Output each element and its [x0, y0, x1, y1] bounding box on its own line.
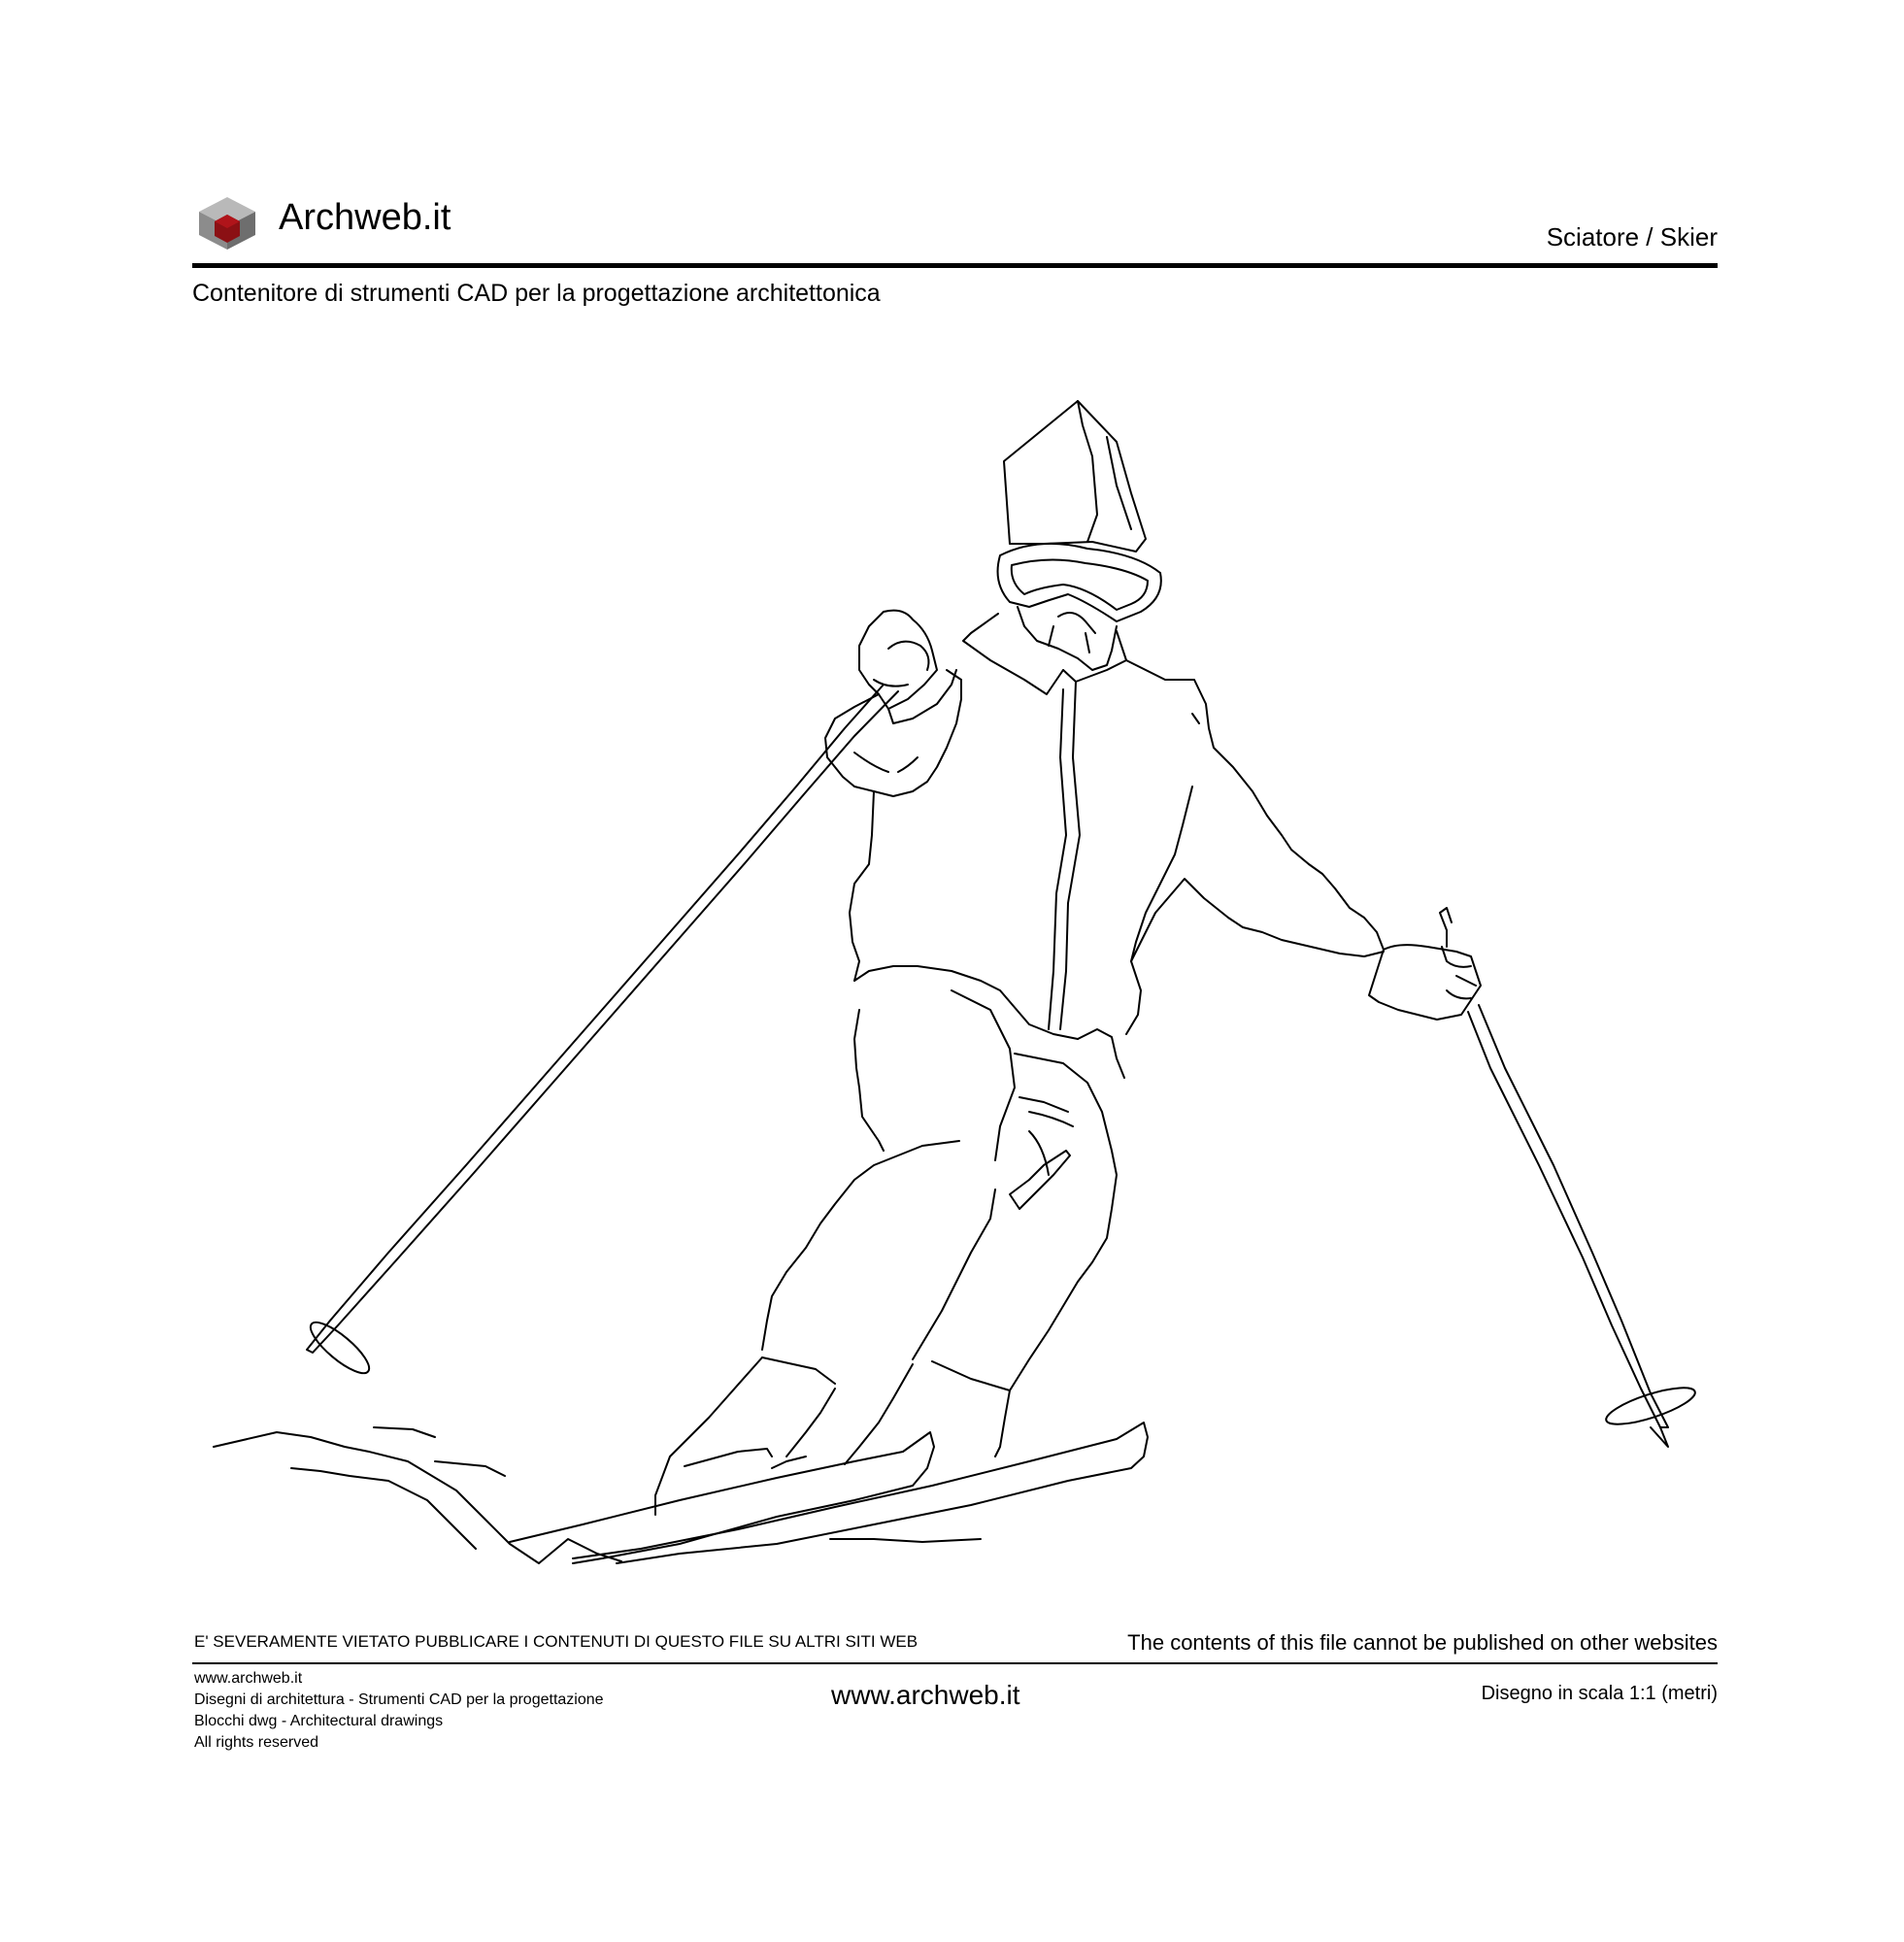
left-pole-basket — [304, 1315, 376, 1380]
right-ski — [573, 1423, 1148, 1563]
left-pole — [307, 685, 898, 1353]
jacket-hem — [854, 966, 1078, 1039]
snow — [214, 1432, 621, 1563]
copyright-warning-it: E' SEVERAMENTE VIETATO PUBBLICARE I CONTENUTI DI QUESTO FILE SU ALTRI SITI WEB — [194, 1632, 919, 1651]
footer-line-description: Disegni di architettura - Strumenti CAD per la progettazione — [194, 1691, 604, 1708]
collar — [963, 614, 1063, 694]
left-boot — [655, 1357, 762, 1515]
goggles — [998, 544, 1161, 621]
footer-line-website: www.archweb.it — [194, 1670, 303, 1687]
copyright-warning-en: The contents of this file cannot be published on other websites — [1127, 1630, 1718, 1655]
footer-divider — [192, 1662, 1718, 1664]
page-title: Sciatore / Skier — [1546, 222, 1718, 251]
footer-url-link[interactable]: www.archweb.it — [831, 1680, 1020, 1710]
right-glove — [1369, 945, 1481, 1020]
left-ski — [510, 1432, 934, 1563]
hat — [1004, 401, 1146, 552]
face — [1018, 607, 1117, 670]
footer-line-blocks: Blocchi dwg - Architectural drawings — [194, 1713, 444, 1729]
right-leg — [1010, 1054, 1117, 1390]
right-arm — [1131, 879, 1384, 961]
left-arm — [825, 670, 961, 796]
footer-line-rights: All rights reserved — [194, 1734, 319, 1751]
brand-name: Archweb.it — [279, 197, 451, 238]
drawing-scale: Disegno in scala 1:1 (metri) — [1481, 1683, 1718, 1704]
right-boot — [845, 1364, 913, 1464]
left-leg — [854, 1010, 884, 1151]
left-glove — [859, 611, 937, 709]
torso-left — [850, 791, 874, 981]
subtitle: Contenitore di strumenti CAD per la progettazione architettonica — [192, 280, 881, 307]
right-pole — [1440, 908, 1452, 947]
zipper — [1049, 689, 1066, 1029]
